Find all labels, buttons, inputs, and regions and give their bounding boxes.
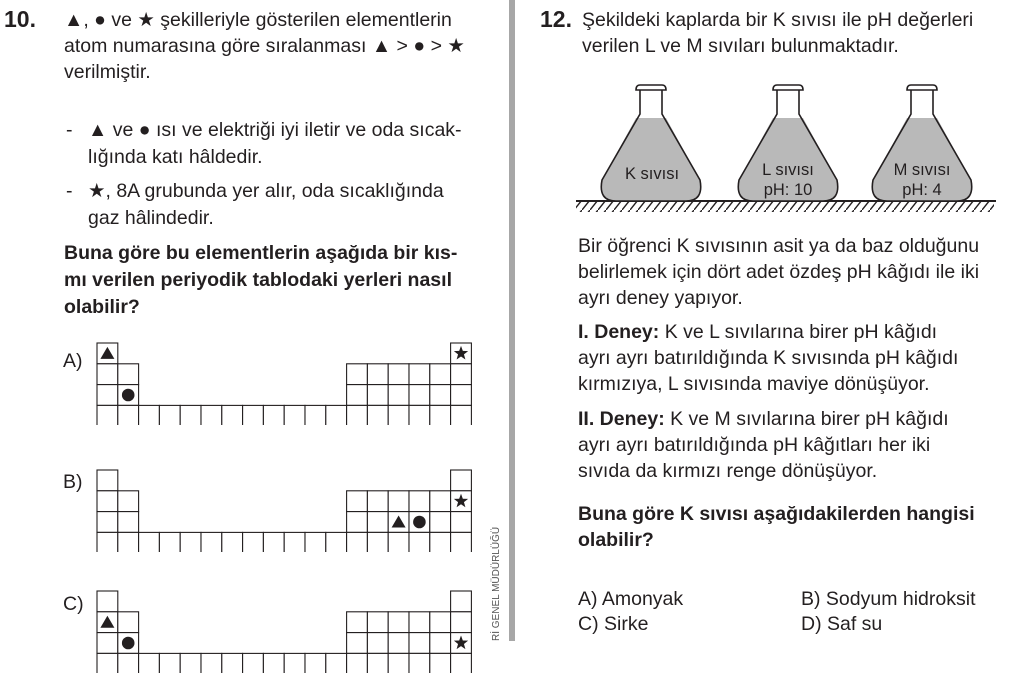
- table-cell: [388, 633, 409, 654]
- table-cell: [388, 364, 409, 385]
- table-cell: [118, 364, 139, 385]
- table-cell: [347, 653, 368, 673]
- table-cell: [159, 653, 180, 673]
- question-12-number: 12.: [540, 6, 572, 32]
- q12-question-line-1: Buna göre K sıvısı aşağıdakilerden hangisi: [578, 503, 975, 525]
- q12-intro-line-2: verilen L ve M sıvıları bulunmaktadır.: [582, 35, 899, 57]
- option-c-label[interactable]: C): [63, 593, 84, 615]
- table-cell: [159, 405, 180, 425]
- table-cell: [451, 532, 472, 552]
- table-cell: [139, 653, 160, 673]
- bullet-2-line-2: gaz hâlindedir.: [88, 207, 214, 229]
- table-cell: [347, 532, 368, 552]
- table-cell: [222, 532, 243, 552]
- table-cell: [347, 491, 368, 512]
- table-cell: [430, 633, 451, 654]
- table-cell: [367, 633, 388, 654]
- table-cell: [367, 653, 388, 673]
- star-icon: ★: [88, 180, 106, 202]
- table-cell: [409, 653, 430, 673]
- table-cell: [430, 612, 451, 633]
- table-cell: [367, 491, 388, 512]
- table-cell: [180, 532, 201, 552]
- flask-m-ph: pH: 4: [902, 181, 942, 199]
- table-cell: [118, 532, 139, 552]
- table-cell: [118, 405, 139, 425]
- flask-k: [601, 85, 700, 201]
- flasks-figure: [574, 80, 1004, 220]
- table-cell: [388, 532, 409, 552]
- table-cell: [97, 532, 118, 552]
- table-cell: [388, 653, 409, 673]
- circle-icon: ●: [138, 119, 151, 141]
- table-cell: [97, 633, 118, 654]
- q10-intro-line-3: verilmiştir.: [64, 61, 151, 83]
- triangle-icon: ▲: [88, 119, 108, 141]
- table-cell: [139, 532, 160, 552]
- table-cell: [388, 491, 409, 512]
- table-cell: [159, 532, 180, 552]
- periodic-table-b: [96, 469, 480, 552]
- table-cell: [201, 532, 222, 552]
- flask-l-label: L sıvısı: [762, 161, 814, 179]
- table-cell: [430, 405, 451, 425]
- table-cell: [451, 612, 472, 633]
- table-cell: [430, 512, 451, 533]
- flask-m: [872, 85, 971, 201]
- q10-intro-line-1: ▲, ● ve ★ şekilleriyle gösterilen elementlerin: [64, 9, 452, 31]
- table-cell: [243, 653, 264, 673]
- table-cell: [97, 405, 118, 425]
- table-cell: [430, 364, 451, 385]
- circle-icon: [413, 516, 426, 529]
- table-cell: [347, 512, 368, 533]
- star-icon: ★: [137, 9, 155, 31]
- table-cell: [305, 653, 326, 673]
- experiment-2-label: II. Deney:: [578, 408, 665, 430]
- table-cell: [451, 405, 472, 425]
- table-cell: [180, 653, 201, 673]
- table-cell: [305, 405, 326, 425]
- table-cell: [367, 364, 388, 385]
- table-cell: [388, 385, 409, 406]
- table-cell: [284, 532, 305, 552]
- answer-c[interactable]: C) Sirke: [578, 613, 649, 635]
- bullet-1-line-1: ▲ ve ● ısı ve elektriği iyi iletir ve oda sıcak-: [88, 119, 462, 141]
- bullet-dash: -: [66, 180, 73, 202]
- table-cell: [263, 653, 284, 673]
- table-cell: [347, 385, 368, 406]
- periodic-table-c: [96, 590, 480, 673]
- table-cell: [409, 532, 430, 552]
- option-a-label[interactable]: A): [63, 350, 83, 372]
- table-cell: [284, 405, 305, 425]
- bullet-2-line-1: ★, 8A grubunda yer alır, oda sıcaklığında: [88, 180, 444, 202]
- table-cell: [97, 491, 118, 512]
- table-cell: [97, 653, 118, 673]
- table-cell: [409, 633, 430, 654]
- question-10-number: 10.: [4, 6, 36, 32]
- ground-hatch: [576, 202, 994, 212]
- table-cell: [118, 653, 139, 673]
- table-cell: [347, 405, 368, 425]
- table-cell: [409, 612, 430, 633]
- table-cell: [430, 653, 451, 673]
- flask-l-ph: pH: 10: [763, 181, 813, 199]
- table-cell: [97, 591, 118, 612]
- table-cell: [139, 405, 160, 425]
- circle-icon: ●: [413, 35, 426, 57]
- table-cell: [451, 512, 472, 533]
- q12-question-line-2: olabilir?: [578, 529, 654, 551]
- q12-para-line-2: belirlemek için dört adet özdeş pH kâğıdı ile iki: [578, 261, 980, 283]
- table-cell: [451, 385, 472, 406]
- table-cell: [430, 491, 451, 512]
- table-cell: [326, 532, 347, 552]
- table-cell: [451, 470, 472, 491]
- experiment-1-line-2: ayrı ayrı batırıldığında K sıvısında pH kâğıdı: [578, 347, 959, 369]
- table-cell: [347, 612, 368, 633]
- experiment-2-line-3: sıvıda da kırmızı renge dönüşüyor.: [578, 460, 878, 482]
- table-cell: [388, 405, 409, 425]
- circle-icon: [122, 637, 135, 650]
- table-cell: [409, 405, 430, 425]
- table-cell: [367, 612, 388, 633]
- table-cell: [201, 405, 222, 425]
- triangle-icon: ▲: [64, 9, 84, 31]
- table-cell: [118, 612, 139, 633]
- answer-a[interactable]: A) Amonyak: [578, 588, 684, 610]
- table-cell: [409, 385, 430, 406]
- table-cell: [430, 532, 451, 552]
- table-cell: [305, 532, 326, 552]
- flask-m-label: M sıvısı: [893, 161, 951, 179]
- table-cell: [97, 512, 118, 533]
- periodic-table-a: [96, 342, 480, 425]
- table-cell: [263, 532, 284, 552]
- side-vertical-text: Rİ GENEL MÜDÜRLÜĞÜ: [491, 526, 502, 641]
- table-cell: [97, 385, 118, 406]
- table-cell: [180, 405, 201, 425]
- q12-para-line-3: ayrı deney yapıyor.: [578, 287, 743, 309]
- table-cell: [367, 512, 388, 533]
- bullet-1-line-2: lığında katı hâldedir.: [88, 146, 263, 168]
- table-cell: [201, 653, 222, 673]
- table-cell: [430, 385, 451, 406]
- flask-l: [738, 85, 837, 201]
- table-cell: [409, 364, 430, 385]
- circle-icon: [122, 389, 135, 402]
- table-cell: [97, 470, 118, 491]
- circle-icon: ●: [94, 9, 106, 31]
- table-cell: [326, 405, 347, 425]
- flask-k-label: K sıvısı: [624, 165, 680, 183]
- star-icon: ★: [447, 35, 465, 57]
- table-cell: [409, 491, 430, 512]
- table-cell: [347, 633, 368, 654]
- table-cell: [243, 532, 264, 552]
- table-cell: [451, 653, 472, 673]
- experiment-2-line-1: II. Deney: K ve M sıvılarına birer pH kâğıdı: [578, 408, 949, 430]
- triangle-icon: ▲: [371, 35, 392, 57]
- table-cell: [263, 405, 284, 425]
- q10-question-line-1: Buna göre bu elementlerin aşağıda bir kıs-: [64, 242, 458, 264]
- table-cell: [367, 532, 388, 552]
- option-b-label[interactable]: B): [63, 471, 83, 493]
- table-cell: [388, 612, 409, 633]
- q10-intro-line-2: atom numarasına göre sıralanması ▲ > ● > ★: [64, 35, 465, 57]
- answer-b[interactable]: B) Sodyum hidroksit: [801, 588, 976, 610]
- column-divider: [509, 0, 515, 641]
- table-cell: [118, 491, 139, 512]
- table-cell: [367, 385, 388, 406]
- table-cell: [222, 653, 243, 673]
- table-cell: [326, 653, 347, 673]
- table-cell: [118, 512, 139, 533]
- bullet-dash: -: [66, 119, 73, 141]
- q10-question-line-2: mı verilen periyodik tablodaki yerleri nasıl: [64, 269, 452, 291]
- q12-intro-line-1: Şekildeki kaplarda bir K sıvısı ile pH değerleri: [582, 9, 974, 31]
- q10-question-line-3: olabilir?: [64, 296, 140, 318]
- table-cell: [367, 405, 388, 425]
- experiment-1-line-1: I. Deney: K ve L sıvılarına birer pH kâğıdı: [578, 321, 938, 343]
- table-cell: [451, 591, 472, 612]
- table-cell: [284, 653, 305, 673]
- table-cell: [222, 405, 243, 425]
- table-cell: [97, 364, 118, 385]
- table-cell: [347, 364, 368, 385]
- experiment-1-line-3: kırmızıya, L sıvısında maviye dönüşüyor.: [578, 373, 930, 395]
- table-cell: [243, 405, 264, 425]
- answer-d[interactable]: D) Saf su: [801, 613, 883, 635]
- q12-para-line-1: Bir öğrenci K sıvısının asit ya da baz olduğunu: [578, 235, 980, 257]
- experiment-1-label: I. Deney:: [578, 321, 660, 343]
- table-cell: [451, 364, 472, 385]
- experiment-2-line-2: ayrı ayrı batırıldığında pH kâğıtları her iki: [578, 434, 931, 456]
